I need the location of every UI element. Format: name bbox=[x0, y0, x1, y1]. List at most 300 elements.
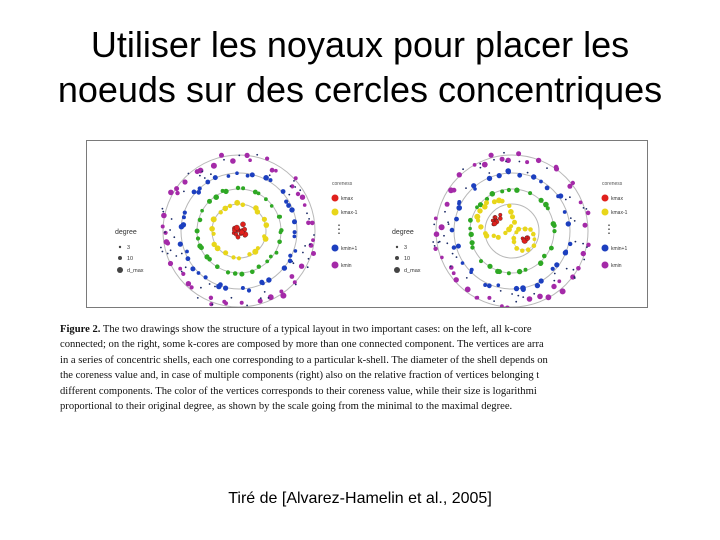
vertex-dot-small bbox=[517, 295, 519, 297]
vertex-dot-outer bbox=[288, 259, 293, 264]
vertex-dot-small bbox=[162, 208, 164, 210]
vertex-dot-small bbox=[479, 163, 481, 165]
vertex-dot-inner bbox=[514, 246, 519, 251]
vertex-dot-middle bbox=[487, 264, 492, 269]
vertex-dot-outer bbox=[487, 176, 492, 181]
vertex-dot-outer bbox=[487, 283, 492, 288]
vertex-dot-middle bbox=[507, 188, 511, 192]
legend-header: coreness bbox=[332, 181, 353, 187]
vertex-dot-outer bbox=[250, 172, 255, 177]
vertex-dot-core bbox=[525, 236, 528, 239]
vertex-dot-small bbox=[450, 265, 452, 267]
vertex-dot-inner bbox=[255, 209, 260, 214]
vertex-dot-small bbox=[264, 291, 266, 293]
vertex-dot-small bbox=[488, 172, 490, 174]
vertex-dot-inner bbox=[512, 220, 517, 225]
vertex-dot-middle bbox=[524, 268, 528, 272]
vertex-dot-small bbox=[201, 171, 203, 173]
vertex-dot-middle bbox=[517, 269, 522, 274]
vertex-dot-periphery bbox=[280, 293, 286, 299]
vertex-dot-inner bbox=[212, 242, 217, 247]
vertex-dot-small bbox=[260, 297, 262, 299]
degree-label-3: 3 bbox=[127, 245, 131, 251]
vertex-dot-periphery bbox=[445, 202, 450, 207]
caption-line-2: connected; on the right, some k-cores are composed by more than one connected component. The vertices are arra bbox=[60, 339, 544, 351]
vertex-dot-small bbox=[519, 161, 521, 163]
vertex-dot-inner bbox=[263, 236, 269, 242]
vertex-dot-inner bbox=[477, 208, 482, 213]
vertex-dot-small bbox=[522, 296, 524, 298]
vertex-dot-small bbox=[527, 172, 529, 174]
vertex-dot-small bbox=[188, 173, 190, 175]
vertex-dot-small bbox=[299, 189, 301, 191]
vertex-dot-inner bbox=[252, 249, 258, 255]
vertex-dot-periphery bbox=[270, 168, 275, 173]
vertex-dot-outer bbox=[514, 286, 519, 291]
vertex-dot-small bbox=[432, 241, 434, 243]
vertex-dot-periphery bbox=[175, 191, 179, 195]
vertex-dot-outer bbox=[241, 286, 245, 290]
vertex-dot-periphery bbox=[168, 190, 174, 196]
vertex-dot-small bbox=[288, 194, 290, 196]
vertex-dot-periphery bbox=[274, 169, 278, 173]
vertex-dot-small bbox=[313, 234, 315, 236]
vertex-dot-middle bbox=[552, 223, 557, 228]
vertex-dot-middle bbox=[275, 251, 279, 255]
caption-line-3: in a series of concentric shells, each one corresponding to a particular k-shell. The diameter of the shell depends on bbox=[60, 354, 548, 366]
legend-label-kmax: kmax bbox=[611, 196, 623, 202]
vertex-dot-outer bbox=[517, 173, 522, 178]
vertex-dot-small bbox=[210, 173, 212, 175]
vertex-dot-periphery bbox=[182, 179, 187, 184]
vertex-dot-periphery bbox=[311, 251, 316, 256]
vertex-dot-small bbox=[439, 241, 441, 243]
vertex-dot-small bbox=[302, 252, 304, 254]
vertex-dot-outer bbox=[284, 200, 288, 204]
vertex-dot-outer bbox=[293, 235, 297, 239]
vertex-dot-outer bbox=[281, 189, 286, 194]
vertex-dot-outer bbox=[288, 254, 292, 258]
vertex-dot-small bbox=[211, 304, 213, 306]
vertex-dot-inner bbox=[219, 210, 223, 214]
vertex-dot-outer bbox=[497, 283, 501, 287]
vertex-dot-inner bbox=[492, 234, 496, 238]
vertex-dot-outer bbox=[456, 244, 461, 249]
vertex-dot-small bbox=[480, 167, 482, 169]
vertex-dot-small bbox=[181, 253, 183, 255]
degree-swatch-dmax bbox=[117, 267, 123, 273]
vertex-dot-middle bbox=[468, 218, 473, 223]
vertex-dot-small bbox=[238, 155, 240, 157]
vertex-dot-small bbox=[162, 211, 164, 213]
vertex-dot-periphery bbox=[581, 251, 586, 256]
vertex-dot-periphery bbox=[181, 272, 185, 276]
vertex-dot-small bbox=[505, 161, 507, 163]
vertex-dot-small bbox=[553, 280, 555, 282]
vertex-dot-middle bbox=[207, 199, 212, 204]
vertex-dot-outer bbox=[469, 270, 473, 274]
vertex-dot-small bbox=[456, 256, 458, 258]
vertex-dot-periphery bbox=[583, 223, 587, 227]
vertex-dot-small bbox=[569, 196, 571, 198]
vertex-dot-middle bbox=[204, 254, 209, 259]
vertex-dot-middle bbox=[479, 259, 483, 263]
legend-ellipsis: ⋮ bbox=[333, 222, 345, 236]
degree-swatch-10 bbox=[118, 256, 122, 260]
vertex-dot-inner bbox=[474, 214, 480, 220]
vertex-dot-outer bbox=[456, 205, 462, 211]
vertex-dot-outer bbox=[535, 283, 540, 288]
vertex-dot-small bbox=[566, 268, 568, 270]
vertex-dot-small bbox=[465, 187, 467, 189]
vertex-dot-small bbox=[269, 174, 271, 176]
degree-label-10: 10 bbox=[404, 256, 411, 262]
vertex-dot-middle bbox=[213, 194, 219, 200]
vertex-dot-inner bbox=[526, 247, 531, 252]
vertex-dot-small bbox=[511, 293, 513, 295]
vertex-dot-small bbox=[546, 167, 548, 169]
vertex-dot-periphery bbox=[527, 296, 533, 302]
vertex-dot-small bbox=[575, 241, 577, 243]
vertex-dot-core bbox=[498, 216, 502, 220]
vertex-dot-outer bbox=[186, 256, 191, 261]
vertex-dot-small bbox=[246, 305, 248, 307]
vertex-dot-small bbox=[183, 191, 185, 193]
vertex-dot-periphery bbox=[211, 163, 217, 169]
vertex-dot-outer bbox=[181, 222, 186, 227]
vertex-dot-inner bbox=[209, 226, 215, 232]
degree-swatch-dmax bbox=[394, 267, 400, 273]
vertex-dot-outer bbox=[263, 175, 269, 181]
vertex-dot-outer bbox=[293, 230, 297, 234]
vertex-dot-outer bbox=[452, 245, 456, 249]
vertex-dot-periphery bbox=[178, 267, 182, 271]
vertex-dot-middle bbox=[257, 192, 261, 196]
vertex-dot-periphery bbox=[586, 211, 591, 216]
vertex-dot-middle bbox=[233, 271, 238, 276]
vertex-dot-outer bbox=[554, 262, 559, 267]
vertex-dot-middle bbox=[264, 197, 268, 201]
vertex-dot-periphery bbox=[245, 153, 250, 158]
vertex-dot-middle bbox=[538, 260, 543, 265]
vertex-dot-outer bbox=[204, 275, 208, 279]
vertex-dot-outer bbox=[227, 174, 231, 178]
title-line-1: Utiliser les noyaux pour placer les bbox=[90, 24, 630, 65]
legend-swatch-kmax bbox=[602, 195, 609, 202]
vertex-dot-inner bbox=[264, 222, 270, 228]
vertex-dot-periphery bbox=[536, 158, 541, 163]
vertex-dot-periphery bbox=[299, 264, 304, 269]
vertex-dot-inner bbox=[234, 200, 240, 206]
legend-header: coreness bbox=[602, 181, 623, 187]
vertex-dot-small bbox=[308, 218, 310, 220]
vertex-dot-periphery bbox=[579, 201, 583, 205]
vertex-dot-periphery bbox=[452, 271, 456, 275]
vertex-dot-outer bbox=[196, 190, 201, 195]
vertex-dot-middle bbox=[250, 270, 255, 275]
vertex-dot-small bbox=[307, 266, 309, 268]
vertex-dot-outer bbox=[178, 242, 183, 247]
vertex-dot-outer bbox=[567, 222, 571, 226]
vertex-dot-periphery bbox=[195, 169, 200, 174]
vertex-dot-small bbox=[162, 251, 164, 253]
vertex-dot-periphery bbox=[219, 153, 224, 158]
vertex-dot-periphery bbox=[161, 213, 167, 219]
right-drawing bbox=[392, 151, 628, 307]
vertex-dot-inner bbox=[247, 252, 251, 256]
vertex-dot-inner bbox=[228, 204, 232, 208]
vertex-dot-small bbox=[197, 297, 199, 299]
vertex-dot-periphery bbox=[576, 266, 581, 271]
caption-line-4: the coreness value and, in case of multiple components (right) also on the relative fraction of vertices belonging t bbox=[60, 370, 540, 382]
vertex-dot-small bbox=[295, 284, 297, 286]
legend-swatch-kmin bbox=[332, 262, 339, 269]
vertex-dot-outer bbox=[457, 200, 461, 204]
vertex-dot-inner bbox=[237, 256, 241, 260]
vertex-dot-small bbox=[293, 262, 295, 264]
vertex-dot-outer bbox=[205, 180, 210, 185]
vertex-dot-inner bbox=[520, 249, 524, 253]
vertex-dot-small bbox=[175, 255, 177, 257]
vertex-dot-middle bbox=[270, 204, 274, 208]
legend-label-kmin+1: kmin+1 bbox=[341, 246, 358, 252]
legend-ellipsis: ⋮ bbox=[603, 222, 615, 236]
vertex-dot-periphery bbox=[560, 288, 566, 294]
vertex-dot-small bbox=[223, 159, 225, 161]
vertex-dot-small bbox=[448, 223, 450, 225]
vertex-dot-outer bbox=[556, 194, 560, 198]
vertex-dot-inner bbox=[511, 236, 516, 241]
vertex-dot-periphery bbox=[311, 238, 315, 242]
vertex-dot-periphery bbox=[546, 294, 552, 300]
vertex-dot-inner bbox=[516, 227, 521, 232]
vertex-dot-periphery bbox=[452, 188, 457, 193]
legend-label-kmax-1: kmax-1 bbox=[341, 210, 358, 216]
vertex-dot-small bbox=[185, 266, 187, 268]
vertex-dot-outer bbox=[269, 178, 273, 182]
vertex-dot-periphery bbox=[440, 256, 444, 260]
vertex-dot-small bbox=[209, 283, 211, 285]
vertex-dot-outer bbox=[259, 280, 264, 285]
vertex-dot-outer bbox=[185, 250, 189, 254]
vertex-dot-periphery bbox=[294, 176, 298, 180]
legend-label-kmax: kmax bbox=[341, 196, 353, 202]
vertex-dot-outer bbox=[497, 173, 502, 178]
vertex-dot-periphery bbox=[164, 239, 170, 245]
vertex-dot-small bbox=[199, 175, 201, 177]
layout-drawings bbox=[87, 141, 647, 307]
vertex-dot-periphery bbox=[161, 225, 165, 229]
vertex-dot-small bbox=[294, 186, 296, 188]
vertex-dot-periphery bbox=[500, 157, 505, 162]
vertex-dot-middle bbox=[215, 264, 220, 269]
slide-title bbox=[0, 22, 720, 112]
vertex-dot-outer bbox=[246, 174, 250, 178]
vertex-dot-periphery bbox=[190, 285, 194, 289]
vertex-dot-small bbox=[452, 253, 454, 255]
vertex-dot-outer bbox=[197, 271, 201, 275]
vertex-dot-small bbox=[204, 177, 206, 179]
vertex-dot-inner bbox=[483, 231, 488, 236]
vertex-dot-small bbox=[447, 221, 449, 223]
vertex-dot-small bbox=[200, 287, 202, 289]
vertex-dot-periphery bbox=[293, 280, 297, 284]
vertex-dot-periphery bbox=[174, 186, 179, 191]
vertex-dot-outer bbox=[483, 283, 487, 287]
vertex-dot-middle bbox=[469, 232, 474, 237]
vertex-dot-periphery bbox=[434, 217, 438, 221]
figure-image bbox=[86, 140, 648, 308]
degree-label-dmax: d_max bbox=[404, 268, 421, 274]
vertex-dot-periphery bbox=[454, 277, 459, 282]
vertex-dot-periphery bbox=[571, 181, 575, 185]
vertex-dot-inner bbox=[478, 224, 483, 229]
vertex-dot-outer bbox=[294, 249, 298, 253]
vertex-dot-middle bbox=[552, 229, 556, 233]
vertex-dot-periphery bbox=[557, 279, 561, 283]
vertex-dot-periphery bbox=[265, 157, 269, 161]
vertex-dot-inner bbox=[532, 243, 537, 248]
vertex-dot-inner bbox=[212, 232, 216, 236]
vertex-dot-periphery bbox=[296, 192, 300, 196]
vertex-dot-outer bbox=[563, 250, 568, 255]
vertex-dot-periphery bbox=[248, 158, 252, 162]
vertex-dot-outer bbox=[539, 278, 544, 283]
legend-swatch-kmax-1 bbox=[332, 209, 339, 216]
degree-label-10: 10 bbox=[127, 256, 134, 262]
vertex-dot-small bbox=[500, 290, 502, 292]
vertex-dot-small bbox=[293, 180, 295, 182]
vertex-dot-small bbox=[167, 253, 169, 255]
vertex-dot-outer bbox=[292, 219, 297, 224]
vertex-dot-small bbox=[565, 199, 567, 201]
vertex-dot-core bbox=[494, 216, 497, 219]
vertex-dot-outer bbox=[282, 265, 287, 270]
vertex-dot-small bbox=[462, 168, 464, 170]
vertex-dot-small bbox=[443, 235, 445, 237]
legend-swatch-kmax-1 bbox=[602, 209, 609, 216]
degree-swatch-10 bbox=[395, 256, 399, 260]
legend-swatch-kmin+1 bbox=[332, 245, 339, 252]
vertex-dot-inner bbox=[484, 200, 489, 205]
vertex-dot-outer bbox=[286, 203, 291, 208]
vertex-dot-core bbox=[234, 225, 239, 230]
vertex-dot-small bbox=[583, 207, 585, 209]
vertex-dot-small bbox=[164, 231, 166, 233]
vertex-dot-core bbox=[239, 230, 244, 235]
vertex-dot-periphery bbox=[525, 160, 529, 164]
vertex-dot-small bbox=[171, 218, 173, 220]
vertex-dot-middle bbox=[200, 209, 204, 213]
vertex-dot-periphery bbox=[500, 304, 504, 307]
vertex-dot-core bbox=[236, 235, 240, 239]
vertex-dot-periphery bbox=[457, 172, 462, 177]
vertex-dot-inner bbox=[503, 231, 507, 235]
vertex-dot-middle bbox=[277, 240, 282, 245]
legend-swatch-kmin+1 bbox=[602, 245, 609, 252]
vertex-dot-small bbox=[434, 245, 436, 247]
vertex-dot-periphery bbox=[258, 299, 263, 304]
vertex-dot-inner bbox=[262, 217, 267, 222]
degree-label-3: 3 bbox=[404, 245, 408, 251]
shell-ring-outer bbox=[436, 155, 588, 307]
vertex-dot-core bbox=[240, 222, 245, 227]
vertex-dot-small bbox=[169, 229, 171, 231]
vertex-dot-small bbox=[493, 300, 495, 302]
legend-label-kmax-1: kmax-1 bbox=[611, 210, 628, 216]
degree-swatch-3 bbox=[119, 246, 121, 248]
legend-swatch-kmin bbox=[602, 262, 609, 269]
vertex-dot-small bbox=[583, 259, 585, 261]
vertex-dot-middle bbox=[470, 245, 474, 249]
vertex-dot-small bbox=[586, 208, 588, 210]
degree-label-dmax: d_max bbox=[127, 268, 144, 274]
vertex-dot-outer bbox=[454, 217, 459, 222]
vertex-dot-small bbox=[574, 220, 576, 222]
vertex-dot-small bbox=[268, 297, 270, 299]
legend-label-kmin: kmin bbox=[611, 263, 622, 269]
vertex-dot-periphery bbox=[473, 163, 477, 167]
vertex-dot-middle bbox=[197, 243, 202, 248]
vertex-dot-middle bbox=[236, 186, 240, 190]
vertex-dot-outer bbox=[545, 186, 550, 191]
vertex-dot-periphery bbox=[186, 281, 191, 286]
vertex-dot-small bbox=[503, 152, 505, 154]
vertex-dot-small bbox=[574, 277, 576, 279]
vertex-dot-outer bbox=[520, 285, 526, 291]
vertex-dot-inner bbox=[510, 214, 515, 219]
vertex-dot-inner bbox=[507, 204, 511, 208]
vertex-dot-small bbox=[570, 217, 572, 219]
vertex-dot-small bbox=[309, 243, 311, 245]
vertex-dot-periphery bbox=[482, 162, 488, 168]
vertex-dot-middle bbox=[223, 189, 228, 194]
vertex-dot-middle bbox=[539, 198, 544, 203]
vertex-dot-core bbox=[492, 221, 497, 226]
vertex-dot-periphery bbox=[290, 274, 295, 279]
vertex-dot-middle bbox=[495, 269, 500, 274]
vertex-dot-small bbox=[304, 245, 306, 247]
vertex-dot-inner bbox=[496, 235, 501, 240]
vertex-dot-small bbox=[433, 224, 435, 226]
vertex-dot-outer bbox=[506, 169, 511, 174]
vertex-dot-middle bbox=[468, 227, 472, 231]
vertex-dot-small bbox=[306, 212, 308, 214]
legend-label-kmin: kmin bbox=[341, 263, 352, 269]
vertex-dot-middle bbox=[279, 228, 283, 232]
vertex-dot-small bbox=[444, 211, 446, 213]
vertex-dot-small bbox=[214, 286, 216, 288]
vertex-dot-small bbox=[173, 236, 175, 238]
vertex-dot-middle bbox=[470, 240, 475, 245]
vertex-dot-middle bbox=[239, 272, 244, 277]
vertex-dot-middle bbox=[257, 265, 261, 269]
vertex-dot-inner bbox=[528, 227, 533, 232]
vertex-dot-outer bbox=[223, 286, 228, 291]
vertex-dot-outer bbox=[192, 190, 197, 195]
vertex-dot-inner bbox=[211, 216, 217, 222]
vertex-dot-small bbox=[582, 243, 584, 245]
vertex-dot-middle bbox=[514, 188, 519, 193]
vertex-dot-small bbox=[466, 277, 468, 279]
caption-line-6: proportional to their original degree, as shown by the scale going from the minimal to the maximal degree. bbox=[60, 401, 513, 413]
vertex-dot-middle bbox=[546, 206, 550, 210]
caption-line-5: different components. The color of the vertices corresponds to their coreness value, while their size is logarithmi bbox=[60, 385, 537, 397]
vertex-dot-periphery bbox=[505, 306, 510, 308]
vertex-dot-outer bbox=[531, 174, 536, 179]
vertex-dot-middle bbox=[196, 236, 200, 240]
vertex-dot-periphery bbox=[300, 195, 305, 200]
